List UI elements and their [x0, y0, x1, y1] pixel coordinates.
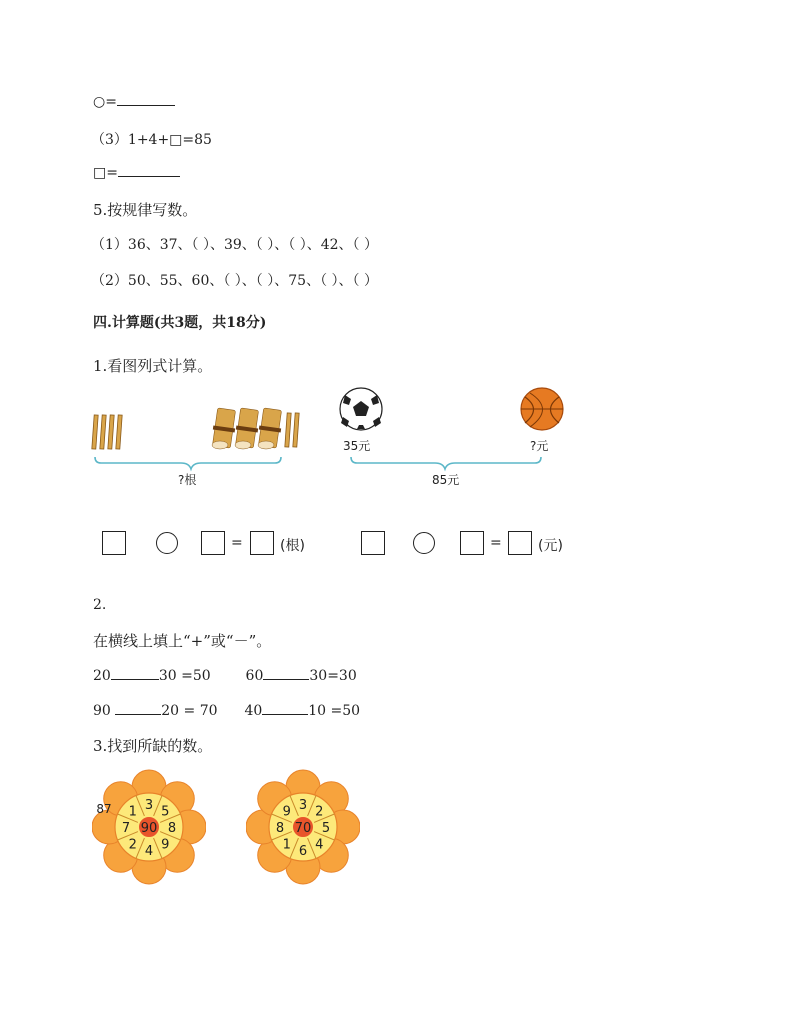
flower-1-figure — [92, 768, 206, 886]
sector-number: 1 — [128, 804, 137, 820]
question-3: （3）1+4+□=85 — [91, 132, 212, 148]
fill-row-2: 90 20 = 70 40 10 =50 — [93, 703, 361, 719]
sector-number: 3 — [298, 798, 308, 813]
basketball-icon — [521, 388, 563, 430]
equals-sign: = — [490, 535, 502, 551]
operator-blank[interactable] — [111, 667, 159, 680]
sector-number: 8 — [275, 821, 285, 836]
answer-box[interactable] — [460, 531, 484, 555]
sector-number: 4 — [144, 844, 154, 859]
sector-number: 9 — [161, 837, 170, 853]
sector-number: 6 — [298, 844, 308, 859]
calc-2-number: 2. — [93, 597, 107, 613]
question-5-1: （1）36、37、（ ）、39、（ ）、（ ）、42、（ ） — [91, 237, 378, 253]
answer-blank[interactable] — [118, 164, 180, 177]
sector-number: 4 — [315, 837, 324, 853]
fill-row-1: 20 30 =50 60 30=30 — [93, 668, 357, 684]
sticks-total-label: ?根 — [178, 473, 197, 487]
sector-number: 2 — [315, 804, 324, 820]
soccer-price-label: 35元 — [343, 439, 371, 453]
soccer-ball-icon — [340, 388, 382, 430]
question-5-2: （2）50、55、60、（ ）、（ ）、75、（ ）、（ ） — [91, 273, 378, 289]
picture-figure — [85, 385, 585, 495]
sector-number: 3 — [144, 798, 154, 813]
sector-number: 1 — [282, 837, 291, 853]
sector-number: 2 — [128, 837, 137, 853]
equals-sign: = — [231, 535, 243, 551]
operator-blank[interactable] — [262, 702, 308, 715]
single-sticks-icon — [92, 415, 122, 449]
unit-label-sticks: (根) — [280, 538, 305, 554]
operator-circle[interactable] — [413, 532, 435, 554]
answer-line-circle: ○= — [93, 93, 175, 110]
answer-box[interactable] — [508, 531, 532, 555]
question-5-title: 5.按规律写数。 — [93, 201, 198, 219]
operator-blank[interactable] — [115, 702, 161, 715]
calc-2-instruction: 在横线上填上“+”或“－”。 — [93, 632, 272, 650]
unit-label-yuan: (元) — [538, 538, 563, 554]
answer-box[interactable] — [250, 531, 274, 555]
answer-box[interactable] — [201, 531, 225, 555]
right-brace — [351, 457, 541, 469]
sector-number: 5 — [161, 804, 170, 820]
sector-number: 5 — [321, 821, 331, 836]
flower-1-outside-number: 87 — [96, 802, 112, 816]
flower-2-center: 70 — [294, 821, 312, 836]
calc-3-title: 3.找到所缺的数。 — [93, 737, 213, 755]
flower-1-center: 90 — [140, 821, 158, 836]
sector-number: 7 — [121, 821, 131, 836]
operator-blank[interactable] — [263, 667, 309, 680]
basketball-price-label: ?元 — [530, 439, 549, 453]
left-brace — [95, 457, 281, 469]
total-price-label: 85元 — [432, 473, 460, 487]
operator-circle[interactable] — [156, 532, 178, 554]
sector-number: 9 — [282, 804, 291, 820]
calc-1-title: 1.看图列式计算。 — [93, 357, 213, 375]
answer-box[interactable] — [102, 531, 126, 555]
answer-line-square: □= — [93, 164, 180, 181]
answer-box[interactable] — [361, 531, 385, 555]
sector-number: 8 — [167, 821, 177, 836]
section-4-title: 四.计算题(共3题，共18分) — [93, 315, 267, 331]
stick-bundles-icon — [212, 408, 299, 449]
flower-2-figure — [246, 768, 360, 886]
answer-blank[interactable] — [117, 93, 175, 106]
